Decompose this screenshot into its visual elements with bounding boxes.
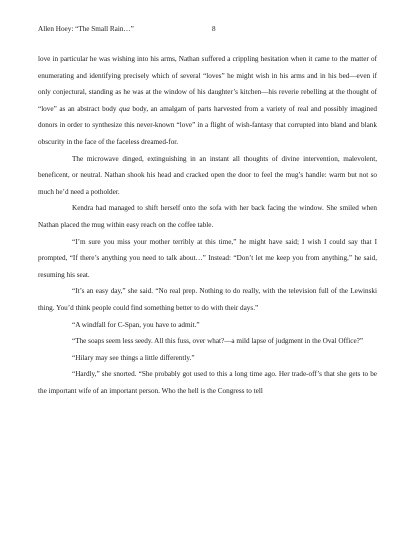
- paragraph-3: Kendra had managed to shift herself onto the sofa with her back facing the window. She smiled when Nathan placed the mug within easy reach on the coffee table.: [38, 204, 377, 229]
- paragraph-1: love in particular he was wishing into his arms, Nathan suffered a crippling hesitation when it came to the matter of enumerating and identifying precisely which of several “loves” he might wish in his arms and in his bed—even if only conjectural, standing as he was at the window of his daughter’s kitchen—his reverie rebelling at the thought of “love” as an abstract body qua body, an amalgam of parts harvested from a variety of real and possibly imagined donors in order to synthesize this never-known “love” in a flight of wish-fantasy that corrupted into bland and blank obscurity in the face of the faceless dreamed-for.: [38, 55, 377, 146]
- paragraph-2: The microwave dinged, extinguishing in an instant all thoughts of divine intervention, malevolent, beneficent, or neutral. Nathan shook his head and cracked open the door to feel the mug’s handle: warm but not so much he’d need a potholder.: [38, 154, 377, 196]
- italic-word: qua: [119, 104, 130, 113]
- paragraph-7: “The soaps seem less seedy. All this fuss, over what?—a mild lapse of judgment in the Oval Office?”: [72, 337, 364, 346]
- paragraph-4: “I’m sure you miss your mother terribly at this time,” he might have said; I wish I could say that I prompted, “If there’s anything you need to talk about…” Instead: “Don’t let me keep you from anything,” he said, resuming his seat.: [38, 237, 377, 279]
- paragraph-8: “Hilary may see things a little differently.”: [72, 353, 195, 362]
- running-title: Allen Hoey: “The Small Rain…”: [38, 25, 134, 33]
- paragraph-5: “It’s an easy day,” she said. “No real prep. Nothing to do really, with the television full of the Lewinski thing. You’d think people could find something better to do with their days.”: [38, 287, 377, 312]
- page-number: 8: [212, 25, 216, 33]
- running-header: [38, 25, 216, 34]
- body-text: [38, 51, 377, 399]
- paragraph-6: “A windfall for C-Span, you have to admit.”: [72, 320, 200, 329]
- paragraph-9: “Hardly,” she snorted. “She probably got used to this a long time ago. Her trade-off’s that she gets to be the important wife of an important person. Who the hell is the Congress to tell: [38, 370, 377, 395]
